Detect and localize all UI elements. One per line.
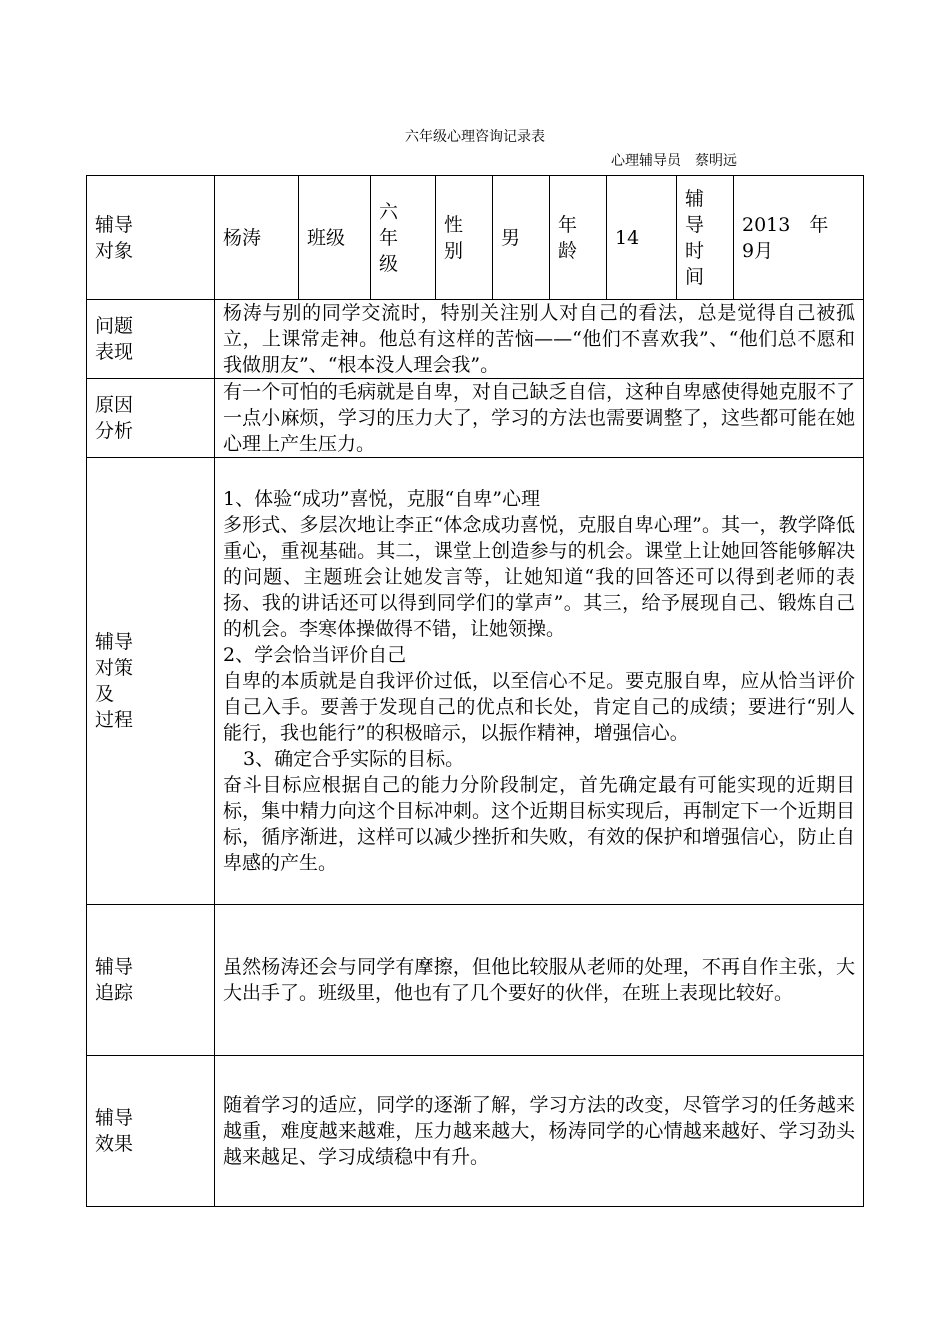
- gender-value: 男: [493, 176, 550, 300]
- form-title: 六年级心理咨询记录表: [405, 129, 545, 145]
- cause-text: 有一个可怕的毛病就是自卑，对自己缺乏自信，这种自卑感使得她克服不了一点小麻烦，学习的压力大了，学习的方法也需要调整了，这些都可能在她心理上产生压力。: [215, 379, 864, 458]
- strategy-p1-body: 多形式、多层次地让李正“体念成功喜悦，克服自卑心理”。其一，教学降低重心，重视基础。其二，课堂上创造参与的机会。课堂上让她回答能够解决的问题、主题班会让她发言等，让她知道“我的回答还可以得到老师的表扬、我的讲话还可以得到同学们的掌声”。其三，给予展现自己、锻炼自己的机会。李寒体操做得不错，让她领操。: [223, 514, 855, 640]
- strategy-p1-title: 1、体验“成功”喜悦，克服“自卑”心理: [223, 488, 540, 510]
- student-name: 杨涛: [215, 176, 299, 300]
- counselor-name: 蔡明远: [695, 153, 737, 169]
- time-value: 2013 年 9月: [734, 176, 864, 300]
- label-tracking: 辅导 追踪: [87, 905, 215, 1056]
- label-cause: 原因 分析: [87, 379, 215, 458]
- label-age: 年龄: [550, 176, 607, 300]
- label-subject: 辅导 对象: [87, 176, 215, 300]
- label-gender: 性别: [436, 176, 493, 300]
- strategy-p3-title: 3、确定合乎实际的目标。: [243, 748, 465, 770]
- class-value: 六年级: [371, 176, 436, 300]
- label-time: 辅导时间: [677, 176, 734, 300]
- tracking-row: [87, 905, 864, 1056]
- effect-text: 随着学习的适应，同学的逐渐了解，学习方法的改变，尽管学习的任务越来越重，难度越来越难，压力越来越大，杨涛同学的心情越来越好、学习劲头越来越足、学习成绩稳中有升。: [215, 1056, 864, 1207]
- label-problem: 问题 表现: [87, 300, 215, 379]
- record-table: [86, 175, 864, 1207]
- age-value: 14: [607, 176, 677, 300]
- strategy-p2-title: 2、学会恰当评价自己: [223, 644, 407, 666]
- effect-row: [87, 1056, 864, 1207]
- strategy-row: [87, 458, 864, 905]
- strategy-p2-body: 自卑的本质就是自我评价过低，以至信心不足。要克服自卑，应从恰当评价自己入手。要善于发现自己的优点和长处，肯定自己的成绩；要进行“别人能行，我也能行”的积极暗示，以振作精神，增强信心。: [223, 670, 855, 744]
- problem-text: 杨涛与别的同学交流时，特别关注别人对自己的看法，总是觉得自己被孤立，上课常走神。他总有这样的苦恼——“他们不喜欢我”、“他们总不愿和我做朋友”、“根本没人理会我”。: [215, 300, 864, 379]
- label-class: 班级: [299, 176, 371, 300]
- counselor-line: [611, 152, 737, 170]
- tracking-text: 虽然杨涛还会与同学有摩擦，但他比较服从老师的处理，不再自作主张，大大出手了。班级里，他也有了几个要好的伙伴，在班上表现比较好。: [215, 905, 864, 1056]
- label-effect: 辅导 效果: [87, 1056, 215, 1207]
- counselor-label: 心理辅导员: [611, 153, 681, 169]
- label-strategy: 辅导 对策 及 过程: [87, 458, 215, 905]
- strategy-text: [215, 458, 864, 905]
- info-row: [87, 176, 864, 300]
- strategy-p3-body: 奋斗目标应根据自己的能力分阶段制定，首先确定最有可能实现的近期目标，集中精力向这个目标冲刺。这个近期目标实现后，再制定下一个近期目标，循序渐进，这样可以减少挫折和失败，有效的保护和增强信心，防止自卑感的产生。: [223, 774, 855, 874]
- problem-row: [87, 300, 864, 379]
- cause-row: [87, 379, 864, 458]
